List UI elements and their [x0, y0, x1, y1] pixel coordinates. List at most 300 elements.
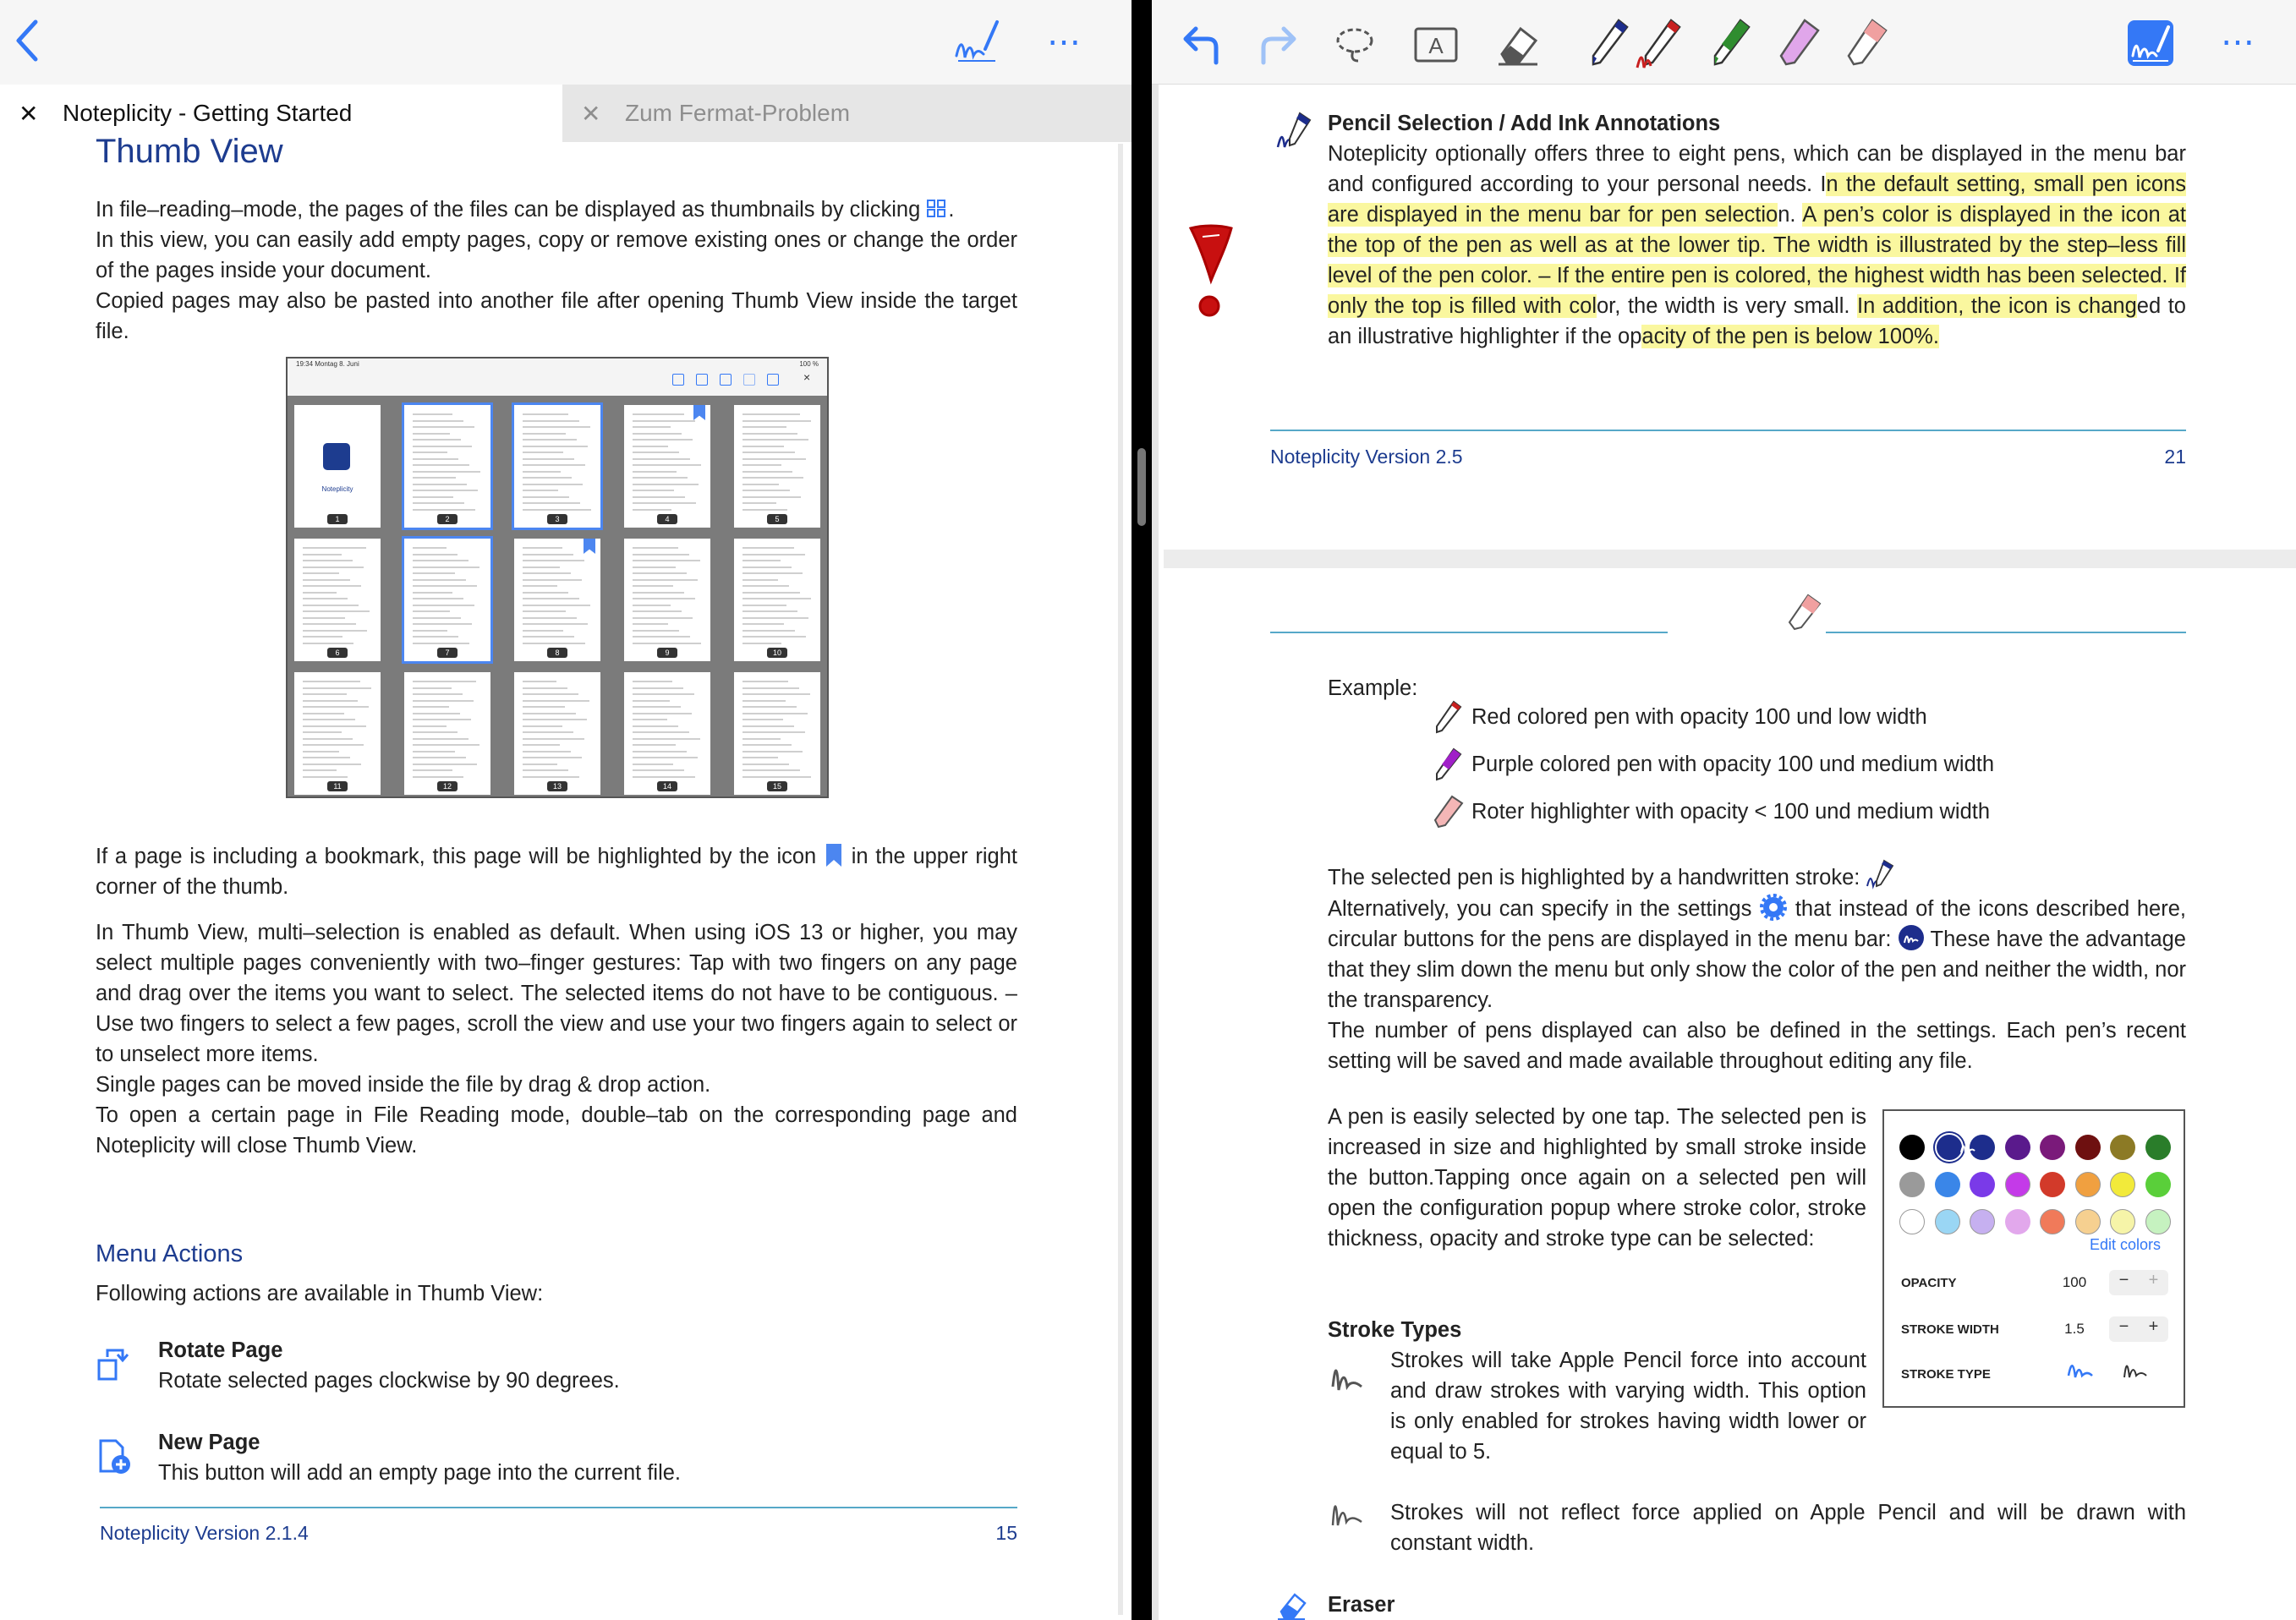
- text-line-placeholder: [413, 585, 477, 587]
- text-line-placeholder: [633, 446, 668, 447]
- eraser-icon[interactable]: [1492, 17, 1543, 71]
- constant-stroke-icon[interactable]: [2121, 1355, 2158, 1381]
- text-line-placeholder: [523, 744, 560, 746]
- text-line-placeholder: [523, 763, 557, 765]
- text-line-placeholder: [303, 731, 342, 733]
- text-line-placeholder: [523, 687, 567, 689]
- pink-highlighter-icon[interactable]: [1842, 17, 1893, 71]
- text-line-placeholder: [413, 681, 476, 682]
- text: ed to an illustrative highlighter if the op: [1328, 294, 2186, 348]
- text-line-placeholder: [413, 502, 464, 504]
- bookmark-icon: [693, 405, 705, 420]
- text-line-placeholder: [633, 713, 692, 714]
- text-line-placeholder: [633, 700, 670, 702]
- text-line-placeholder: [633, 706, 681, 708]
- text-line-placeholder: [633, 426, 671, 428]
- text: The selected pen is highlighted by a handwritten stroke:: [1328, 866, 1866, 889]
- page-number-badge: 7: [437, 648, 458, 658]
- text-line-placeholder: [743, 426, 786, 428]
- text-line-placeholder: [633, 471, 677, 473]
- text-line-placeholder: [523, 681, 556, 682]
- text-line-placeholder: [523, 630, 563, 632]
- text-line-placeholder: [743, 560, 781, 561]
- page-thumbnail: [404, 405, 490, 528]
- text-line-placeholder: [743, 776, 811, 778]
- action-description: Rotate selected pages clockwise by 90 degrees.: [158, 1369, 620, 1393]
- text: If a page is including a bookmark, this page will be highlighted by the icon: [96, 845, 824, 868]
- text-line-placeholder: [633, 509, 671, 511]
- text-line-placeholder: [303, 623, 356, 625]
- text-line-placeholder: [413, 592, 452, 594]
- text-line-placeholder: [743, 769, 800, 771]
- more-menu-button[interactable]: ⋯: [1047, 24, 1082, 61]
- text-line-placeholder: [303, 554, 342, 556]
- text-line-placeholder: [523, 452, 563, 453]
- text-line-placeholder: [633, 776, 695, 778]
- edit-colors-link[interactable]: Edit colors: [2090, 1236, 2162, 1253]
- text-line-placeholder: [303, 693, 347, 695]
- text-line-placeholder: [303, 643, 353, 644]
- text-line-placeholder: [413, 744, 479, 746]
- text-line-placeholder: [303, 617, 345, 619]
- text-line-placeholder: [633, 554, 689, 556]
- undo-icon[interactable]: [1179, 17, 1230, 71]
- text-line-placeholder: [413, 719, 471, 720]
- page-thumbnail: [624, 539, 710, 661]
- text-line-placeholder: [633, 420, 695, 422]
- page-number-badge: 4: [657, 514, 677, 524]
- page-thumbnail: [294, 405, 381, 528]
- text: I: [1820, 172, 1827, 196]
- page-number-badge: 14: [657, 781, 677, 791]
- color-swatch[interactable]: [2075, 1135, 2101, 1160]
- text-line-placeholder: [523, 547, 562, 549]
- status-time: 19:34 Montag 8. Juni: [296, 360, 359, 368]
- text-line-placeholder: [743, 681, 788, 682]
- split-view-handle[interactable]: [1137, 448, 1146, 526]
- text-line-placeholder: [303, 763, 361, 765]
- text-line-placeholder: [413, 769, 452, 771]
- annotation-toolbar: [1152, 0, 2296, 85]
- text: Noteplicity optionally offers three to eight pens, which can be displayed in the menu bar and configured according to your personal needs.: [1328, 142, 2186, 196]
- ink-highlight: In addition, the icon is chang: [1857, 294, 2137, 318]
- section-heading: Eraser: [1328, 1593, 1395, 1617]
- text-line-placeholder: [743, 566, 792, 568]
- text-line-placeholder: [303, 769, 337, 771]
- text-line-placeholder: [743, 452, 795, 453]
- text-line-placeholder: [523, 700, 589, 702]
- text-line-placeholder: [633, 560, 700, 561]
- stroke-width-value: 1.5: [2064, 1321, 2085, 1337]
- text-line-placeholder: [743, 693, 810, 695]
- color-swatch[interactable]: [2145, 1209, 2171, 1234]
- text-line-placeholder: [523, 598, 579, 599]
- color-swatch[interactable]: [1970, 1172, 1995, 1197]
- text-line-placeholder: [743, 554, 805, 556]
- page-thumbnail: [734, 672, 820, 795]
- right-document-pane: [1152, 0, 2296, 1620]
- footer-page-number: 15: [995, 1522, 1017, 1544]
- text-line-placeholder: [413, 509, 475, 511]
- close-tab-icon[interactable]: ✕: [19, 100, 39, 127]
- text-line-placeholder: [633, 738, 700, 740]
- text-line-placeholder: [413, 751, 455, 753]
- text-line: In file–reading–mode, the pages of the files can be displayed as thumbnails by clicking: [96, 198, 927, 222]
- text-line-placeholder: [743, 458, 806, 460]
- text-line-placeholder: [523, 458, 574, 460]
- page-number-badge: 11: [327, 781, 348, 791]
- text-line-placeholder: [743, 490, 790, 491]
- text-line-placeholder: [413, 572, 455, 574]
- svg-text:A: A: [1428, 33, 1444, 58]
- split-view-divider[interactable]: [1132, 0, 1152, 1620]
- text-line-placeholder: [413, 731, 458, 733]
- footer-page-number: 21: [2164, 446, 2186, 468]
- text-line-placeholder: [523, 769, 568, 771]
- text-line-placeholder: [523, 605, 590, 606]
- text-line-placeholder: [413, 566, 479, 568]
- bookmark-icon: [584, 539, 595, 554]
- color-swatch[interactable]: [1899, 1172, 1925, 1197]
- text-line-placeholder: [413, 547, 447, 549]
- text-line-placeholder: [413, 763, 477, 765]
- pink-highlighter-icon: [1433, 795, 1464, 829]
- thumbnail-grid-icon: [926, 199, 948, 219]
- text-line-placeholder: [523, 623, 588, 625]
- color-swatch[interactable]: [2040, 1209, 2065, 1234]
- pen-annotation-icon: [1274, 108, 1322, 152]
- text-line-placeholder: [743, 643, 781, 644]
- example-item: Red colored pen with opacity 100 und low width: [1471, 705, 1927, 729]
- text-line-placeholder: [413, 452, 447, 453]
- text-line-placeholder: [303, 719, 355, 720]
- page-separator: [1164, 550, 2296, 568]
- blue-pen-icon[interactable]: [1585, 17, 1636, 71]
- text-line-placeholder: [633, 413, 684, 415]
- text-line-placeholder: [633, 464, 701, 466]
- page-number-badge: 10: [767, 648, 787, 658]
- text-line-placeholder: [633, 605, 671, 606]
- text: n.: [1778, 203, 1803, 227]
- text-line-placeholder: [413, 560, 469, 561]
- constant-stroke-description: Strokes will not reflect force applied on Apple Pencil and will be drawn with constant width.: [1390, 1501, 2186, 1555]
- text-line-placeholder: [743, 413, 800, 415]
- text-line-placeholder: [303, 713, 344, 714]
- text-line-placeholder: [413, 776, 463, 778]
- page-thumbnail: [404, 539, 490, 661]
- color-swatch[interactable]: [1935, 1209, 1960, 1234]
- text-line-placeholder: [743, 630, 795, 632]
- text-line-placeholder: [413, 484, 467, 485]
- pen-signature-icon[interactable]: [951, 15, 1002, 66]
- text-line-placeholder: [413, 713, 460, 714]
- text-line-placeholder: [413, 598, 463, 599]
- rotate-page-icon: [96, 1345, 133, 1382]
- tab-label: Noteplicity - Getting Started: [63, 100, 353, 126]
- color-swatch[interactable]: [2040, 1172, 2065, 1197]
- section-heading: Stroke Types: [1328, 1318, 1462, 1342]
- color-swatch[interactable]: [2110, 1209, 2135, 1234]
- text-line-placeholder: [523, 776, 579, 778]
- text-line-placeholder: [633, 452, 679, 453]
- copy-icon: [672, 374, 684, 386]
- page-number-badge: 1: [327, 514, 348, 524]
- text-line-placeholder: [743, 471, 792, 473]
- text-line: To open a certain page in File Reading mode, double–tab on the corresponding page and Noteplicity will close Thumb View.: [96, 1103, 1017, 1158]
- opacity-stepper[interactable]: [2109, 1270, 2168, 1295]
- text-line-placeholder: [413, 446, 472, 447]
- text-line-placeholder: [743, 763, 789, 765]
- text-line-placeholder: [523, 446, 588, 447]
- text-line-placeholder: [633, 598, 695, 599]
- text-line-placeholder: [303, 681, 360, 682]
- text-line-placeholder: [633, 477, 688, 479]
- page-number-badge: 12: [437, 781, 458, 791]
- text-line-placeholder: [743, 617, 808, 619]
- text-line-placeholder: [413, 693, 463, 695]
- text-line-placeholder: [303, 776, 348, 778]
- text-line-placeholder: [633, 592, 684, 594]
- text-line-placeholder: [523, 706, 565, 708]
- lasso-icon[interactable]: [1329, 17, 1380, 71]
- decrement-button[interactable]: −: [2118, 1271, 2129, 1289]
- text-line-placeholder: [413, 623, 472, 625]
- pen-signature-icon[interactable]: [2128, 20, 2173, 66]
- decrement-button[interactable]: −: [2118, 1317, 2129, 1336]
- text-line-placeholder: [303, 547, 366, 549]
- intro-paragraph: In file–reading–mode, the pages of the files can be displayed as thumbnails by clicking . In this view, you can easily add empty pages, copy or remove existing ones or change the order of the pages inside your document. Copied pages may also be pasted into another file after opening Thumb View inside the target file.: [96, 194, 1017, 347]
- example-label: Example:: [1328, 676, 1418, 700]
- text-line-placeholder: [413, 496, 453, 498]
- text-line-placeholder: [633, 458, 690, 460]
- text-line-placeholder: [413, 554, 458, 556]
- pressure-stroke-icon: [1328, 1353, 1372, 1397]
- stroke-width-label: STROKE WIDTH: [1901, 1322, 1999, 1337]
- tab-zum-fermat-problem[interactable]: [562, 85, 1132, 142]
- move-icon: [743, 374, 755, 386]
- pencil-intro-paragraph: [1328, 139, 2186, 352]
- color-swatch[interactable]: [2110, 1135, 2135, 1160]
- text: Alternatively, you can specify in the settings: [1328, 897, 1760, 921]
- highlighter-header-icon: [1786, 592, 1823, 632]
- text-line-placeholder: [413, 610, 450, 612]
- increment-button[interactable]: +: [2148, 1317, 2159, 1336]
- text-line-placeholder: [743, 484, 779, 485]
- pressure-stroke-icon[interactable]: [2065, 1355, 2102, 1381]
- multiselection-paragraph: [96, 917, 1017, 1161]
- text-line-placeholder: [633, 572, 687, 574]
- text-line-placeholder: [743, 610, 797, 612]
- chevron-left-icon[interactable]: [10, 15, 44, 66]
- text-line-placeholder: [633, 731, 689, 733]
- text-line-placeholder: [413, 471, 480, 473]
- text-line: In this view, you can easily add empty pages, copy or remove existing ones or change the order of the pages inside your document.: [96, 228, 1017, 282]
- ink-highlight: n the default setting, small pen icons are displayed in the menu bar for pen selectio: [1328, 172, 2186, 227]
- text-line-placeholder: [633, 643, 701, 644]
- text-line-placeholder: [523, 693, 578, 695]
- text-line-placeholder: [523, 464, 585, 466]
- ink-highlight: A pen’s color is displayed in the icon at the top of the pen as well as at the lower tip. The width is illustrated by the step–less fill level of the pen color. – If the entire pen is colored, the highest width has been selected. If only the top is filled with col: [1328, 203, 2187, 318]
- text-line-placeholder: [523, 420, 579, 422]
- text-line-placeholder: [523, 471, 561, 473]
- green-pen-icon[interactable]: [1707, 17, 1757, 71]
- left-document-pane: [0, 0, 1132, 1620]
- text-line-placeholder: [633, 636, 690, 638]
- text-line-placeholder: [633, 769, 684, 771]
- text-line-placeholder: [633, 439, 693, 441]
- text-line-placeholder: [633, 763, 673, 765]
- text-line-placeholder: [523, 560, 584, 561]
- page-thumbnail: [624, 672, 710, 795]
- text-line-placeholder: [633, 681, 672, 682]
- text-line-placeholder: [413, 490, 478, 491]
- text-line-placeholder: [523, 490, 558, 491]
- close-tab-icon[interactable]: ✕: [581, 100, 601, 127]
- text-line-placeholder: [743, 592, 800, 594]
- text-line-placeholder: [633, 579, 698, 581]
- page-thumbnail: [294, 539, 381, 661]
- text-line-placeholder: [633, 751, 687, 753]
- scrollbar[interactable]: [1118, 144, 1123, 1615]
- text-line-placeholder: [633, 547, 678, 549]
- color-swatch[interactable]: [1899, 1135, 1925, 1160]
- text-line-placeholder: [303, 757, 350, 758]
- action-title: Rotate Page: [158, 1338, 283, 1362]
- text-line-placeholder: [743, 719, 783, 720]
- text-line-placeholder: [633, 617, 693, 619]
- color-swatch[interactable]: [2145, 1172, 2171, 1197]
- page-number-badge: 2: [437, 514, 458, 524]
- page-thumbnail: [294, 672, 381, 795]
- text-line-placeholder: [413, 636, 458, 638]
- text-line-placeholder: [413, 413, 452, 415]
- page-number-badge: 13: [547, 781, 567, 791]
- text-line-placeholder: [523, 496, 569, 498]
- text-line-placeholder: [523, 572, 571, 574]
- paste-icon: [696, 374, 708, 386]
- status-battery: 100 %: [799, 360, 819, 368]
- text-line-placeholder: [743, 509, 787, 511]
- text-line: In Thumb View, multi–selection is enabled as default. When using iOS 13 or higher, you may select multiple pages conveniently with two–finger gestures: Tap with two fingers on any page and drag over the items you want to select. The selected items do not have to be contiguous. – Use two fingers to select a few pages, scroll the view and use your two fingers again to select or to unselect more items.: [96, 921, 1017, 1066]
- text-line-placeholder: [743, 502, 776, 504]
- text-line-placeholder: [743, 547, 794, 549]
- text-line-placeholder: [523, 433, 566, 435]
- page-heading: Thumb View: [96, 133, 283, 170]
- color-swatch[interactable]: [2145, 1135, 2171, 1160]
- more-menu-button[interactable]: ⋯: [2221, 24, 2255, 61]
- scrollbar[interactable]: [1152, 85, 1159, 1620]
- text-line-placeholder: [523, 643, 585, 644]
- redo-icon[interactable]: [1250, 17, 1301, 71]
- text-line-placeholder: [523, 713, 576, 714]
- pen-selection-paragraph: [1328, 857, 2186, 1076]
- text-line-placeholder: [523, 509, 591, 511]
- section-description: Following actions are available in Thumb View:: [96, 1282, 544, 1305]
- text-line-placeholder: [743, 706, 797, 708]
- page-thumbnail: [624, 405, 710, 528]
- text-line-placeholder: [303, 751, 339, 753]
- text-line-placeholder: [743, 446, 784, 447]
- red-pen-icon[interactable]: [1636, 17, 1686, 71]
- page-thumbnail: [734, 405, 820, 528]
- tab-label: Zum Fermat-Problem: [625, 100, 851, 126]
- stroke-width-stepper[interactable]: [2109, 1316, 2168, 1342]
- text-line-placeholder: [413, 757, 466, 758]
- close-icon: ×: [803, 370, 811, 384]
- color-swatch[interactable]: [1935, 1172, 1960, 1197]
- color-swatch[interactable]: [1970, 1209, 1995, 1234]
- footer-version: Noteplicity Version 2.5: [1270, 446, 1463, 468]
- purple-pen-icon: [1433, 747, 1464, 781]
- text-line-placeholder: [633, 623, 668, 625]
- footer-divider: [100, 1507, 1017, 1508]
- text-line-placeholder: [303, 585, 361, 587]
- eraser-icon: [1274, 1591, 1308, 1620]
- text-line-placeholder: [523, 566, 560, 568]
- text-box-icon[interactable]: [1411, 17, 1461, 71]
- text-line-placeholder: [413, 433, 450, 435]
- text-line-placeholder: [743, 464, 781, 466]
- duplicate-icon: [720, 374, 732, 386]
- text-line-placeholder: [633, 496, 685, 498]
- color-swatch[interactable]: [1899, 1209, 1925, 1234]
- color-swatch[interactable]: [2075, 1209, 2101, 1234]
- text-line-placeholder: [523, 477, 572, 479]
- text-line-placeholder: [413, 687, 452, 689]
- text-line-placeholder: [523, 719, 587, 720]
- handwritten-pen-icon: [1866, 857, 1899, 891]
- text-line-placeholder: [523, 579, 582, 581]
- header-divider: [1826, 632, 2186, 633]
- text-line-placeholder: [413, 700, 474, 702]
- bookmark-paragraph: [96, 841, 1017, 902]
- trash-icon: [767, 374, 779, 386]
- text-line-placeholder: [303, 566, 364, 568]
- footer-version: Noteplicity Version 2.1.4: [100, 1522, 309, 1544]
- opacity-value: 100: [2062, 1274, 2087, 1290]
- color-swatch[interactable]: [2005, 1209, 2030, 1234]
- text-line-placeholder: [523, 554, 573, 556]
- ink-highlight: acity of the pen is below 100%.: [1641, 325, 1939, 348]
- text-line-placeholder: [523, 738, 584, 740]
- increment-button[interactable]: +: [2148, 1271, 2159, 1289]
- color-swatch[interactable]: [2075, 1172, 2101, 1197]
- text-line-placeholder: [633, 610, 682, 612]
- text-line-placeholder: [633, 433, 682, 435]
- color-swatch[interactable]: [2005, 1135, 2030, 1160]
- text-line: The number of pens displayed can also be defined in the settings. Each pen’s recent setting will be saved and made available throughout editing any file.: [1328, 1019, 2186, 1073]
- text-line-placeholder: [413, 464, 469, 466]
- color-swatch[interactable]: [2005, 1172, 2030, 1197]
- text-line-placeholder: [743, 731, 805, 733]
- text-line-placeholder: [743, 713, 808, 714]
- text-line-placeholder: [743, 433, 797, 435]
- text-line-placeholder: [303, 560, 353, 561]
- stroke-type-label: STROKE TYPE: [1901, 1367, 1991, 1382]
- purple-highlighter-icon[interactable]: [1774, 17, 1825, 71]
- red-exclamation-annotation: [1186, 222, 1236, 331]
- color-swatch[interactable]: [2110, 1172, 2135, 1197]
- text-line-placeholder: [523, 757, 582, 758]
- text-line-placeholder: [303, 725, 366, 727]
- text-line-placeholder: [743, 636, 806, 638]
- page-number-badge: 5: [767, 514, 787, 524]
- text-line-placeholder: [413, 439, 461, 441]
- color-swatch[interactable]: [2040, 1135, 2065, 1160]
- text-line-placeholder: [303, 630, 367, 632]
- opacity-label: OPACITY: [1901, 1276, 1957, 1290]
- text: These have the advantage that they slim down the menu but only show the color of the pen and neither the width, nor the transparency.: [1328, 928, 2186, 1012]
